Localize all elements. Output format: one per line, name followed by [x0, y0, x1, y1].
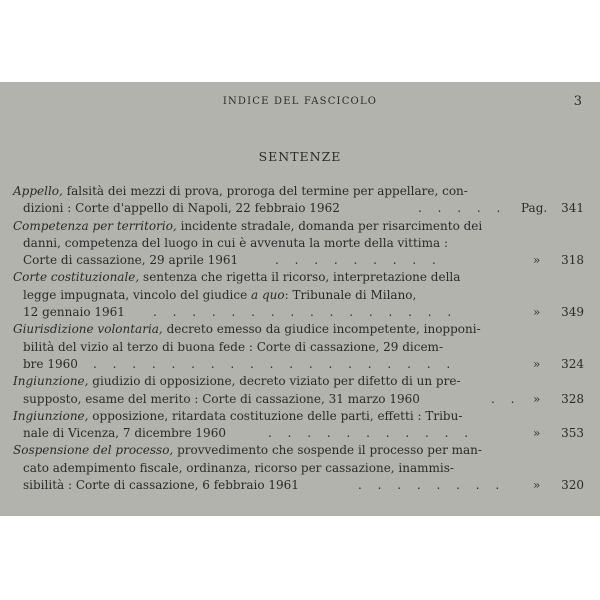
index-entries [13, 183, 588, 494]
index-entry-line [13, 425, 588, 442]
index-entry-line [13, 200, 588, 217]
page-prefix: » [533, 305, 541, 320]
entry-text: decreto emesso da giudice incompetente, inopponi- [162, 322, 481, 337]
document-page [0, 82, 600, 516]
page-prefix: » [533, 391, 541, 406]
entry-page-number: 328 [561, 391, 584, 406]
entry-text: provvedimento che sospende il processo per man- [173, 443, 482, 458]
page-prefix: » [533, 356, 541, 371]
page-prefix: Pag. [521, 201, 548, 216]
leader-dots: . . . . . . . . . . . . . . . . . . . [93, 356, 457, 371]
entry-keyword: Ingiunzione, [13, 408, 89, 423]
entry-text: 12 gennaio 1961 [23, 305, 125, 320]
entry-keyword: Appello, [13, 184, 63, 198]
leader-dots: . . [491, 391, 521, 406]
entry-page-number: 324 [561, 356, 584, 371]
entry-text: falsità dei mezzi di prova, proroga del termine per appellare, con- [62, 184, 468, 198]
header-title: INDICE DEL FASCICOLO [222, 96, 378, 107]
index-entry-line [13, 287, 588, 304]
entry-text: opposizione, ritardata costituzione delle parti, effetti : Tribu- [88, 408, 463, 423]
entry-text: : Tribunale di Milano, [284, 287, 417, 302]
entry-italic-phrase: a quo [251, 287, 285, 302]
entry-page-number: 353 [561, 426, 584, 441]
page-prefix: » [533, 478, 541, 493]
entry-keyword: Giurisdizione volontaria, [13, 322, 163, 337]
entry-text: giudizio di opposizione, decreto viziato per difetto di un pre- [88, 374, 461, 389]
entry-text: danni, competenza del luogo in cui è avvenuta la morte della vittima : [23, 235, 449, 250]
index-entry-line [13, 442, 588, 459]
entry-keyword: Ingiunzione, [13, 374, 89, 389]
section-title: SENTENZE [258, 149, 342, 164]
entry-text: sentenza che rigetta il ricorso, interpretazione della [139, 270, 461, 285]
index-entry-line [13, 304, 588, 321]
index-entry-line [13, 477, 588, 494]
leader-dots: . . . . . . . . . . . . . . . . [153, 305, 458, 320]
index-entry-line [13, 373, 588, 390]
entry-page-number: 341 [561, 201, 584, 216]
index-entry-line [13, 252, 588, 269]
entry-text: nale di Vicenza, 7 dicembre 1960 [23, 426, 226, 441]
entry-text: bilità del vizio al terzo di buona fede : Corte di cassazione, 29 dicem- [23, 339, 443, 354]
index-entry-line [13, 339, 588, 356]
index-entry-line [13, 460, 588, 477]
page-prefix: » [533, 426, 541, 441]
entry-text: bre 1960 [23, 356, 78, 371]
entry-page-number: 349 [561, 305, 584, 320]
running-header [0, 94, 600, 110]
entry-text: dizioni : Corte d'appello di Napoli, 22 febbraio 1962 [23, 201, 340, 216]
index-entry-line [13, 408, 588, 425]
index-entry-line [13, 391, 588, 408]
index-entry-line [13, 218, 588, 235]
index-entry-line [13, 321, 588, 338]
leader-dots: . . . . . . . . [358, 478, 506, 493]
leader-dots: . . . . . . . . . [275, 253, 442, 268]
entry-text: legge impugnata, vincolo del giudice [23, 287, 252, 302]
entry-text: Corte di cassazione, 29 aprile 1961 [23, 253, 239, 268]
entry-keyword: Corte costituzionale, [13, 270, 140, 285]
entry-keyword: Competenza per territorio, [13, 218, 177, 233]
page-prefix: » [533, 253, 541, 268]
entry-text: cato adempimento fiscale, ordinanza, ricorso per cassazione, inammis- [23, 460, 454, 475]
entry-page-number: 320 [561, 478, 584, 493]
header-page-number: 3 [573, 94, 582, 109]
entry-text: incidente stradale, domanda per risarcimento dei [176, 218, 483, 233]
leader-dots: . . . . . . . . . . . [268, 426, 475, 441]
leader-dots: . . . . . [418, 201, 507, 216]
index-entry-line [13, 235, 588, 252]
entry-text: supposto, esame del merito : Corte di cassazione, 31 marzo 1960 [23, 391, 420, 406]
index-entry-line [13, 183, 588, 200]
index-entry-line [13, 356, 588, 373]
entry-page-number: 318 [561, 253, 584, 268]
entry-text: sibilità : Corte di cassazione, 6 febbraio 1961 [23, 478, 299, 493]
entry-keyword: Sospensione del processo, [13, 443, 174, 458]
index-entry-line [13, 269, 588, 286]
